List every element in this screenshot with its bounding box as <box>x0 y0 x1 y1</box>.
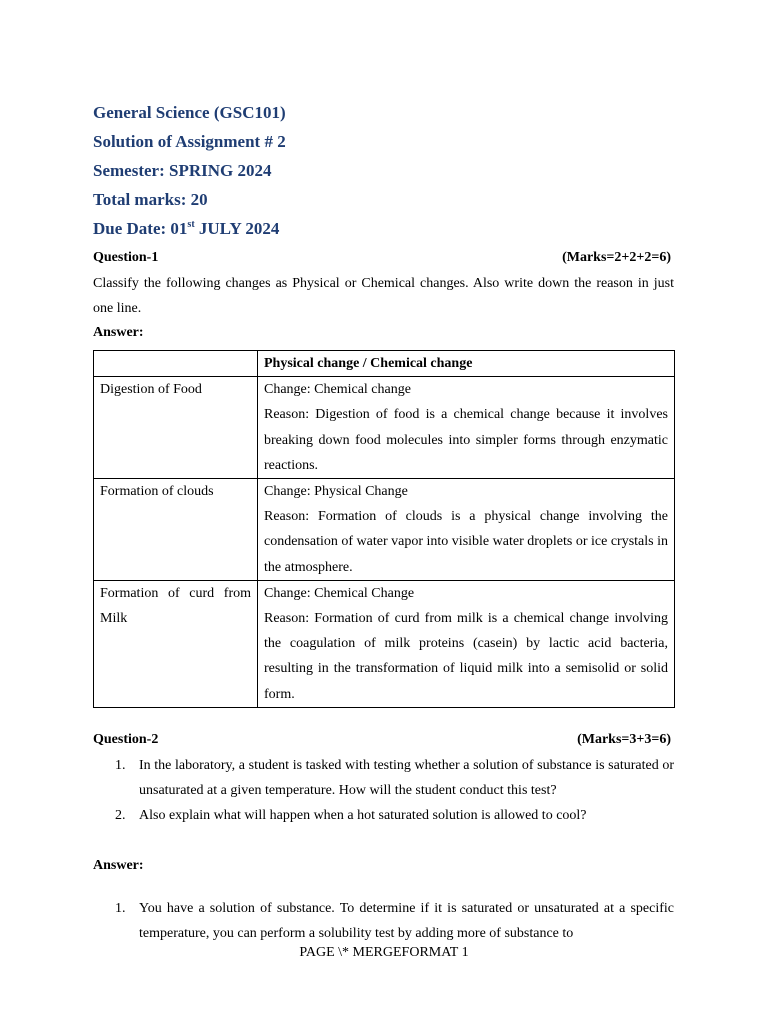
table-header-row <box>94 351 675 377</box>
question-2-answers <box>93 896 674 946</box>
list-item-number: 1. <box>115 758 126 773</box>
table-row <box>94 479 675 581</box>
total-marks-line: Total marks: 20 <box>93 190 208 209</box>
list-item-text: You have a solution of substance. To determine if it is saturated or unsaturated at a specific temperature, you can perform a solubility test by adding more of substance to <box>139 901 674 941</box>
row-reason-text: Reason: Formation of curd from milk is a chemical change involving the coagulation of milk proteins (casein) by lactic acid bacteria, resulting in the transformation of liquid milk into a semisolid or solid form. <box>264 611 668 702</box>
row-reason-text: Reason: Formation of clouds is a physical change involving the condensation of water vapor into visible water droplets or ice crystals in the atmosphere. <box>264 509 668 575</box>
question-2-items <box>93 753 674 828</box>
list-item <box>93 753 674 803</box>
question-2-title: Question-2 <box>93 732 159 747</box>
due-date-suffix: JULY 2024 <box>194 219 280 238</box>
row-answer-cell <box>258 479 675 581</box>
page-footer: PAGE \* MERGEFORMAT 1 <box>299 945 469 960</box>
row-item-cell: Formation of curd from Milk <box>94 580 258 707</box>
row-change-text: Change: Physical Change <box>264 484 408 500</box>
question-2-heading <box>93 732 671 748</box>
row-answer-cell <box>258 580 675 707</box>
question-1-answer-label: Answer: <box>93 325 144 340</box>
changes-table <box>93 350 675 708</box>
due-date-prefix: Due Date: 01 <box>93 219 188 238</box>
list-item <box>93 803 674 828</box>
assignment-title: Solution of Assignment # 2 <box>93 132 286 151</box>
row-change-text: Change: Chemical Change <box>264 585 415 601</box>
list-item-number: 1. <box>115 901 126 916</box>
question-2-answer-label: Answer: <box>93 858 144 873</box>
row-answer-cell <box>258 377 675 479</box>
question-2-marks: (Marks=3+3=6) <box>577 732 671 747</box>
row-change-text: Change: Chemical change <box>264 382 411 398</box>
list-item <box>93 896 674 946</box>
table-header-cell: Physical change / Chemical change <box>258 351 675 377</box>
table-row <box>94 580 675 707</box>
due-date-ordinal: st <box>187 219 195 230</box>
question-1-marks: (Marks=2+2+2=6) <box>562 250 671 265</box>
row-item-cell: Digestion of Food <box>94 377 258 479</box>
due-date-line <box>93 219 279 239</box>
question-1-heading <box>93 250 671 266</box>
row-reason-text: Reason: Digestion of food is a chemical change because it involves breaking down food molecules into simpler forms through enzymatic reactions. <box>264 407 668 473</box>
table-row <box>94 377 675 479</box>
row-item-cell: Formation of clouds <box>94 479 258 581</box>
list-item-text: Also explain what will happen when a hot saturated solution is allowed to cool? <box>139 808 587 823</box>
question-1-prompt: Classify the following changes as Physical or Chemical changes. Also write down the reason in just one line. <box>93 276 674 316</box>
list-item-text: In the laboratory, a student is tasked with testing whether a solution of substance is saturated or unsaturated at a given temperature. How will the student conduct this test? <box>139 758 674 798</box>
course-title: General Science (GSC101) <box>93 103 286 122</box>
table-header-empty-cell <box>94 351 258 377</box>
semester-line: Semester: SPRING 2024 <box>93 161 272 180</box>
question-1-title: Question-1 <box>93 250 159 265</box>
list-item-number: 2. <box>115 808 126 823</box>
